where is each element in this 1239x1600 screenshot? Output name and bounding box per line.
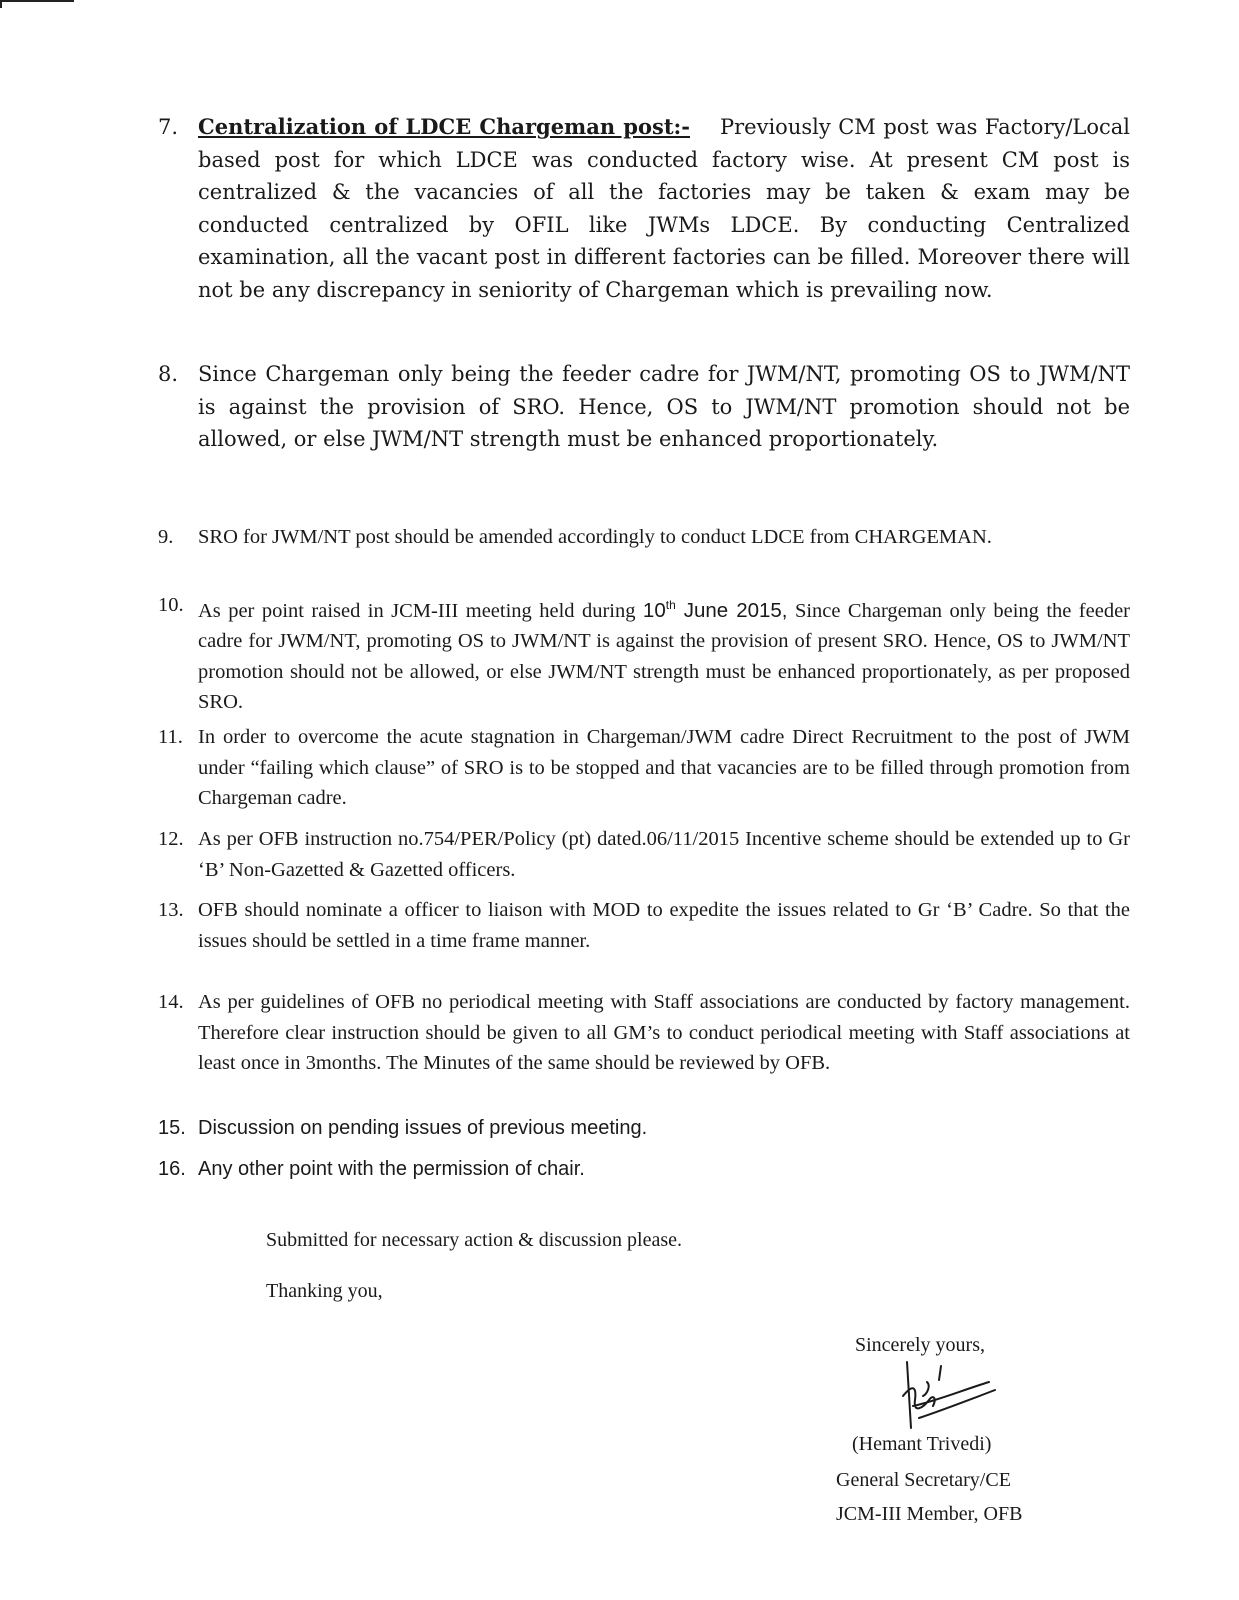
list-item-12 xyxy=(158,824,1130,885)
signatory-designation: General Secretary/CE xyxy=(836,1469,1011,1491)
item-body: Previously CM post was Factory/Local based post for which LDCE was conducted factory wise. At present CM post is centralized & the vacancies of all the factories may be taken & exam may be conducted centralized by OFIL like JWMs LDCE. By conducting Centralized examination, all the vacant post in different factories can be filled. Moreover there will not be any discrepancy in seniority of Chargeman which is prevailing now. xyxy=(198,115,1131,302)
list-item-11 xyxy=(158,722,1130,814)
item-text: Discussion on pending issues of previous meeting. xyxy=(198,1117,648,1139)
item-number: 8. xyxy=(158,362,179,386)
meeting-day-suffix: th xyxy=(665,598,676,612)
list-item-13 xyxy=(158,895,1130,956)
meeting-day: 10 xyxy=(642,598,666,622)
signature-salutation: Sincerely yours, xyxy=(855,1334,985,1356)
signatory-membership: JCM-III Member, OFB xyxy=(836,1503,1023,1525)
closing-submitted: Submitted for necessary action & discussion please. xyxy=(266,1229,683,1251)
list-item-7 xyxy=(158,111,1130,306)
item-number: 9. xyxy=(158,526,174,548)
item-text xyxy=(198,111,1130,306)
item-number: 16. xyxy=(158,1158,186,1180)
item-number: 10. xyxy=(158,594,184,616)
item-text: As per OFB instruction no.754/PER/Policy (pt) dated.06/11/2015 Incentive scheme should be extended up to Gr ‘B’ Non-Gazetted & Gazetted officers. xyxy=(198,828,1130,881)
item-text: OFB should nominate a officer to liaison with MOD to expedite the issues related to Gr ‘B’ Cadre. So that the issues should be settled in a time frame manner. xyxy=(198,899,1130,952)
meeting-month-year: June 2015, xyxy=(675,598,788,622)
signatory-name: (Hemant Trivedi) xyxy=(852,1433,992,1455)
meeting-date xyxy=(643,599,788,622)
item-number: 13. xyxy=(158,899,184,921)
handwritten-signature xyxy=(893,1356,1003,1436)
item-number: 11. xyxy=(158,726,183,748)
list-item-15 xyxy=(158,1113,1130,1143)
item-number: 14. xyxy=(158,991,184,1013)
list-item-9 xyxy=(158,522,1130,553)
list-item-10 xyxy=(158,590,1130,718)
item-text xyxy=(198,590,1130,718)
closing-thanking: Thanking you, xyxy=(266,1280,383,1302)
item-text: In order to overcome the acute stagnation in Chargeman/JWM cadre Direct Recruitment to the post of JWM under “failing which clause” of SRO is to be stopped and that vacancies are to be filled through promotion from Chargeman cadre. xyxy=(198,726,1130,809)
item-text: As per guidelines of OFB no periodical meeting with Staff associations are conducted by factory management. Therefore clear instruction should be given to all GM’s to conduct periodical meeting with Staff associations at least once in 3months. The Minutes of the same should be reviewed by OFB. xyxy=(198,991,1130,1074)
item-number: 12. xyxy=(158,828,184,850)
list-item-8 xyxy=(158,358,1130,456)
item-text: Since Chargeman only being the feeder cadre for JWM/NT, promoting OS to JWM/NT is against the provision of SRO. Hence, OS to JWM/NT promotion should not be allowed, or else JWM/NT strength must be enhanced proportionately. xyxy=(198,362,1130,451)
item-text: Any other point with the permission of chair. xyxy=(198,1158,585,1180)
item-body-end: Since Chargeman only being the feeder cadre for JWM/NT, promoting OS to JWM/NT is against the provision of present SRO. Hence, OS to JWM/NT promotion should not be allowed, or else JWM/NT strength must be enhanced proportionately, as per proposed SRO. xyxy=(198,599,1131,714)
item-number: 15. xyxy=(158,1117,186,1139)
item-text: SRO for JWM/NT post should be amended accordingly to conduct LDCE from CHARGEMAN. xyxy=(198,526,992,548)
list-item-14 xyxy=(158,987,1130,1079)
scan-corner-mark xyxy=(0,0,74,8)
item-body-start: As per point raised in JCM-III meeting held during xyxy=(198,599,643,622)
item-heading: Centralization of LDCE Chargeman post:- xyxy=(198,114,690,139)
list-item-16 xyxy=(158,1154,1130,1184)
item-number: 7. xyxy=(158,115,179,139)
